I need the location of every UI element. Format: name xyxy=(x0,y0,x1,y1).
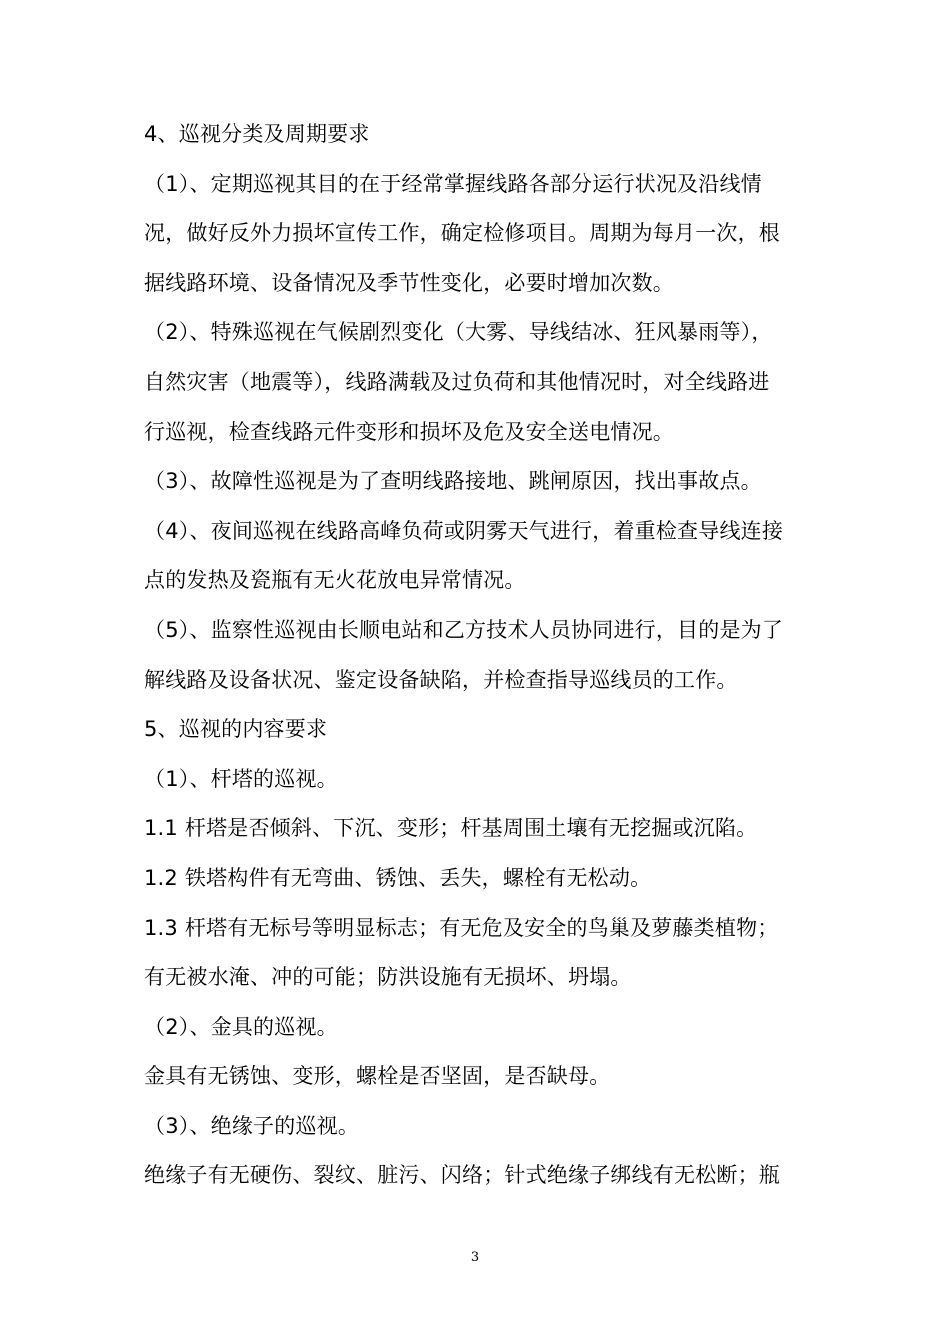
paragraph-line: 自然灾害（地震等），线路满载及过负荷和其他情况时，对全线路进 xyxy=(144,369,770,394)
paragraph-line: 1.3 杆塔有无标号等明显标志；有无危及安全的鸟巢及萝藤类植物； xyxy=(144,915,779,940)
paragraph-line: 据线路环境、设备情况及季节性变化，必要时增加次数。 xyxy=(144,270,674,295)
paragraph-line: （2）、特殊巡视在气候剧烈变化（大雾、导线结冰、狂风暴雨等）， xyxy=(144,320,773,345)
paragraph-line: （3）、故障性巡视是为了查明线路接地、跳闸原因，找出事故点。 xyxy=(144,469,762,494)
document-body xyxy=(144,110,810,1201)
paragraph-line: 况，做好反外力损坏宣传工作，确定检修项目。周期为每月一次，根 xyxy=(144,221,780,246)
subsection-heading: （2）、金具的巡视。 xyxy=(144,1014,338,1039)
paragraph-line: 点的发热及瓷瓶有无火花放电异常情况。 xyxy=(144,568,526,593)
paragraph-line: 行巡视，检查线路元件变形和损坏及危及安全送电情况。 xyxy=(144,419,674,444)
subsection-heading: （1）、杆塔的巡视。 xyxy=(144,766,338,791)
paragraph-line: 金具有无锈蚀、变形，螺栓是否坚固，是否缺母。 xyxy=(144,1064,611,1089)
paragraph-line: 解线路及设备状况、鉴定设备缺陷，并检查指导巡线员的工作。 xyxy=(144,667,738,692)
paragraph-line: 有无被水淹、冲的可能；防洪设施有无损坏、坍塌。 xyxy=(144,965,632,990)
paragraph-line: （1）、定期巡视其目的在于经常掌握线路各部分运行状况及沿线情 xyxy=(144,171,762,196)
page-number: 3 xyxy=(470,1250,480,1265)
paragraph-line: （5）、监察性巡视由长顺电站和乙方技术人员协同进行，目的是为了 xyxy=(144,617,784,642)
paragraph-line: （4）、夜间巡视在线路高峰负荷或阴雾天气进行，着重检查导线连接 xyxy=(144,518,784,543)
paragraph-line: 1.2 铁塔构件有无弯曲、锈蚀、丢失，螺栓有无松动。 xyxy=(144,865,652,890)
paragraph-line: 1.1 杆塔是否倾斜、下沉、变形；杆基周围土壤有无挖掘或沉陷。 xyxy=(144,816,758,841)
section-heading: 4、巡视分类及周期要求 xyxy=(144,122,370,146)
section-heading: 5、巡视的内容要求 xyxy=(144,717,328,742)
subsection-heading: （3）、绝缘子的巡视。 xyxy=(144,1113,360,1138)
paragraph-line: 绝缘子有无硬伤、裂纹、脏污、闪络；针式绝缘子绑线有无松断；瓶 xyxy=(144,1163,780,1188)
